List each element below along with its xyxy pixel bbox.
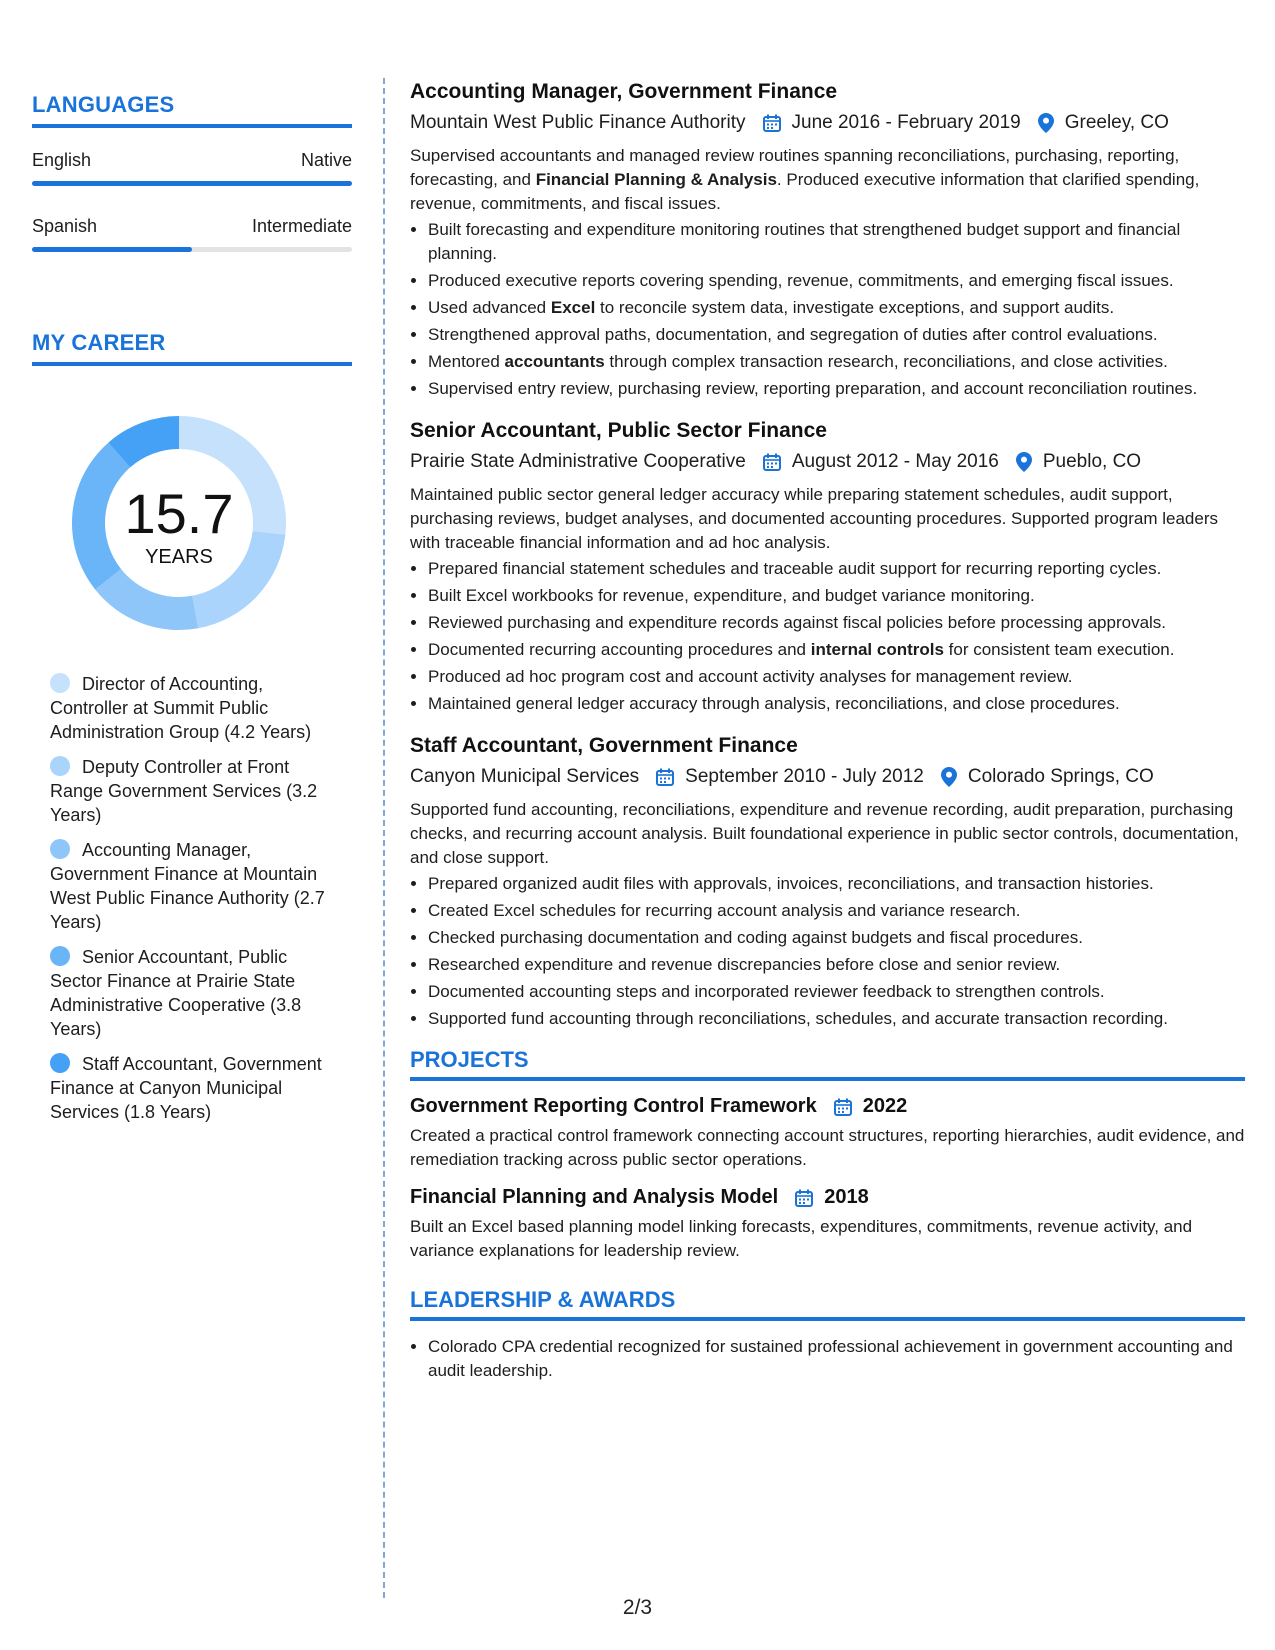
job-bullets: [410, 872, 1245, 1031]
bullet-text: Supervised entry review, purchasing review, reporting preparation, and account reconciliation routines.: [428, 379, 1198, 398]
bullet-highlight: internal controls: [810, 640, 944, 659]
projects-list: [410, 1095, 1245, 1263]
bullet-text: Strengthened approval paths, documentation, and segregation of duties after control evaluations.: [428, 325, 1158, 344]
experience-section: [410, 78, 1245, 1031]
project-header: [410, 1095, 1245, 1118]
language-row: [32, 150, 352, 186]
language-name: English: [32, 150, 92, 170]
job-meta: [410, 764, 1245, 790]
job-dates: August 2012 - May 2016: [791, 451, 999, 472]
bullet-text: Documented recurring accounting procedures and: [428, 640, 811, 659]
job-title: Accounting Manager, Government Finance: [410, 80, 838, 103]
job-bullet: [428, 323, 1245, 347]
bullet-text: Supported fund accounting through reconciliations, schedules, and accurate transaction recording.: [428, 1009, 1168, 1028]
project-year: 2022: [862, 1095, 908, 1117]
job-location: Colorado Springs, CO: [967, 766, 1154, 787]
award-item: • Colorado CPA credential recognized for sustained professional achievement in government accounting and audit leadership.: [428, 1335, 1245, 1383]
language-level: Native: [300, 150, 352, 170]
bullet-text: Created Excel schedules for recurring account analysis and variance research.: [428, 901, 1021, 920]
legend-color-dot: [50, 673, 70, 693]
calendar-icon: [794, 1188, 814, 1208]
language-name: Spanish: [32, 216, 98, 236]
summary-highlight: Financial Planning & Analysis: [535, 170, 777, 189]
language-level-fill: [32, 181, 352, 186]
language-row: [32, 216, 352, 252]
job-bullets: [410, 218, 1245, 401]
career-donut-chart: [66, 410, 292, 636]
job-bullet: [428, 584, 1245, 608]
column-divider: [383, 78, 385, 1598]
career-role-label: Deputy Controller at Front Range Government Services (3.2 Years): [50, 757, 318, 825]
page-number: 2/3: [622, 1596, 653, 1619]
summary-text: . Produced executive information that clarified spending, revenue, commitments, and fiscal issues.: [410, 170, 1200, 213]
job-bullets: [410, 557, 1245, 716]
job-summary: [410, 483, 1245, 555]
project-entry: [410, 1186, 1245, 1263]
career-role-label: Director of Accounting, Controller at Summit Public Administration Group (4.2 Years): [50, 674, 312, 742]
project-description: Created a practical control framework connecting account structures, reporting hierarchies, audit evidence, and remediation tracking across public sector operations.: [410, 1126, 1245, 1169]
career-role-label: Staff Accountant, Government Finance at Canyon Municipal Services (1.8 Years): [50, 1054, 322, 1122]
bullet-text: Produced executive reports covering spending, revenue, commitments, and emerging fiscal issues.: [428, 271, 1174, 290]
job-bullet: [428, 953, 1245, 977]
bullet-text: Reviewed purchasing and expenditure records against fiscal policies before processing approvals.: [428, 613, 1167, 632]
career-legend-item: [50, 838, 340, 934]
summary-text: Supported fund accounting, reconciliations, expenditure and revenue recording, audit preparation, purchasing checks, and recurring account analysis. Built foundational experience in public sector controls, documentation, and close support.: [410, 800, 1239, 867]
job-location: Greeley, CO: [1064, 112, 1169, 133]
job-meta: [410, 449, 1245, 475]
language-level-bar: [32, 247, 352, 252]
job-bullet: [428, 872, 1245, 896]
job-title: Staff Accountant, Government Finance: [410, 734, 798, 757]
bullet-text: to reconcile system data, investigate exceptions, and support audits.: [595, 298, 1115, 317]
career-role-label: Accounting Manager, Government Finance at Mountain West Public Finance Authority (2.7 Years): [50, 840, 325, 932]
awards-title: LEADERSHIP & AWARDS: [410, 1287, 1245, 1321]
calendar-icon: [762, 113, 782, 133]
right-column: [410, 78, 1245, 1386]
job-bullet: [428, 1007, 1245, 1031]
job-summary: [410, 144, 1245, 216]
job-bullet: [428, 557, 1245, 581]
project-description: Built an Excel based planning model linking forecasts, expenditures, commitments, revenue activity, and variance explanations for leadership review.: [410, 1217, 1193, 1260]
job-meta: [410, 110, 1245, 136]
bullet-text: Documented accounting steps and incorporated reviewer feedback to strengthen controls.: [428, 982, 1105, 1001]
job-bullet: [428, 980, 1245, 1004]
career-legend: [50, 672, 340, 1124]
project-name: Financial Planning and Analysis Model: [410, 1186, 779, 1208]
location-pin-icon: [940, 766, 958, 788]
job-bullet: [428, 269, 1245, 293]
job-dates: June 2016 - February 2019: [791, 112, 1021, 133]
project-entry: [410, 1095, 1245, 1172]
bullet-text: Researched expenditure and revenue discrepancies before close and senior review.: [428, 955, 1061, 974]
career-title: MY CAREER: [32, 330, 352, 366]
bullet-highlight: Excel: [550, 298, 596, 317]
calendar-icon: [833, 1097, 853, 1117]
location-pin-icon: [1037, 112, 1055, 134]
legend-color-dot: [50, 756, 70, 776]
job-company: Prairie State Administrative Cooperative: [410, 451, 746, 472]
bullet-text: for consistent team execution.: [943, 640, 1175, 659]
job-location: Pueblo, CO: [1042, 451, 1142, 472]
bullet-text: Built Excel workbooks for revenue, expenditure, and budget variance monitoring.: [428, 586, 1035, 605]
career-legend-item: [50, 672, 340, 744]
calendar-icon: [655, 767, 675, 787]
job-bullet: [428, 926, 1245, 950]
job-company: Canyon Municipal Services: [410, 766, 640, 787]
bullet-text: Prepared organized audit files with approvals, invoices, reconciliations, and transaction histories.: [428, 874, 1154, 893]
bullet-text: Mentored: [428, 352, 505, 371]
career-total-years: 15.7: [124, 482, 234, 545]
career-legend-item: [50, 755, 340, 827]
job-bullet: [428, 899, 1245, 923]
location-pin-icon: [1015, 451, 1033, 473]
job-entry: [410, 417, 1245, 716]
summary-text: Maintained public sector general ledger accuracy while preparing statement schedules, audit support, purchasing reviews, budget analyses, and documented accounting procedures. Supported program leaders with traceable financial information and ad hoc analysis.: [410, 485, 1218, 552]
languages-title: LANGUAGES: [32, 92, 352, 128]
language-level-fill: [32, 247, 192, 252]
bullet-text: Maintained general ledger accuracy through analysis, reconciliations, and close procedures.: [428, 694, 1120, 713]
bullet-text: Prepared financial statement schedules and traceable audit support for recurring reporting cycles.: [428, 559, 1162, 578]
project-name: Government Reporting Control Framework: [410, 1095, 817, 1117]
calendar-icon: [762, 452, 782, 472]
career-legend-item: [50, 1052, 340, 1124]
awards-list: [410, 1335, 1245, 1383]
language-level-bar: [32, 181, 352, 186]
project-year: 2018: [824, 1186, 869, 1208]
job-bullet: [428, 611, 1245, 635]
job-summary: [410, 798, 1245, 870]
job-bullet: [428, 218, 1245, 266]
bullet-text: through complex transaction research, reconciliations, and close activities.: [604, 352, 1168, 371]
job-bullet: [428, 638, 1245, 662]
bullet-text: Produced ad hoc program cost and account activity analyses for management review.: [428, 667, 1073, 686]
job-title: Senior Accountant, Public Sector Finance: [410, 419, 827, 442]
job-bullet: [428, 350, 1245, 374]
summary-text: Supervised accountants and managed review routines spanning reconciliations, purchasing, reporting, forecasting, and: [410, 146, 1180, 189]
bullet-text: Checked purchasing documentation and coding against budgets and fiscal procedures.: [428, 928, 1083, 947]
bullet-text: Used advanced: [428, 298, 551, 317]
career-legend-item: [50, 945, 340, 1041]
left-column: [32, 92, 352, 1135]
legend-color-dot: [50, 839, 70, 859]
job-bullet: [428, 692, 1245, 716]
bullet-highlight: accountants: [504, 352, 605, 371]
job-bullet: [428, 665, 1245, 689]
projects-title: PROJECTS: [410, 1047, 1245, 1081]
job-dates: September 2010 - July 2012: [685, 766, 924, 787]
legend-color-dot: [50, 1053, 70, 1073]
career-role-label: Senior Accountant, Public Sector Finance at Prairie State Administrative Cooperative (3.8 Years): [50, 947, 302, 1039]
job-entry: [410, 78, 1245, 401]
job-bullet: [428, 377, 1245, 401]
career-total-unit: YEARS: [145, 546, 213, 568]
job-bullet: [428, 296, 1245, 320]
language-level: Intermediate: [251, 216, 352, 236]
project-header: [410, 1186, 1245, 1209]
job-entry: [410, 732, 1245, 1031]
job-company: Mountain West Public Finance Authority: [410, 112, 746, 133]
bullet-text: Built forecasting and expenditure monitoring routines that strengthened budget support and financial planning.: [428, 220, 1181, 263]
legend-color-dot: [50, 946, 70, 966]
